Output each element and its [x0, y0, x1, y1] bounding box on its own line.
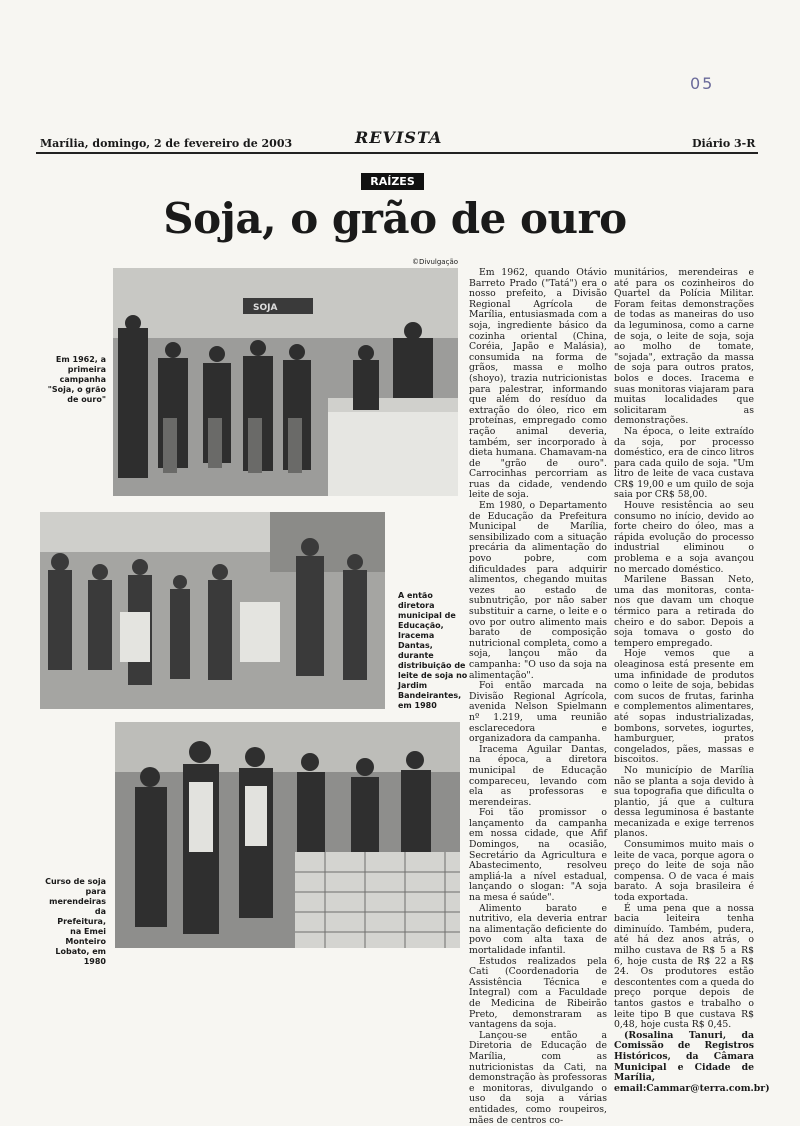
paragraph: Marilene Bassan Neto, uma das monitoras, conta-nos que davam um choque térmico para a retirada do cheiro e do sabor. Depois a soja tomava o gosto do tempero empregado. [614, 574, 754, 649]
paragraph: Consumimos muito mais o leite de vaca, porque agora o preço do leite de soja não compensa. O de vaca é mais barato. A soja brasileira é toda exportada. [614, 839, 754, 904]
section-badge: RAÍZES [361, 173, 424, 190]
photo-sign-text: SOJA [253, 303, 278, 313]
page-number: 05 [690, 74, 715, 93]
paragraph: munitários, merendeiras e até para os cozinheiros do Quartel da Polícia Militar. Foram feitas demonstrações de todas as maneiras do uso da leguminosa, como a carne de soja, o leite de soja, soja ao molho de tomate, "sojada", extração da massa de soja para outros pratos, bolos e doces. Iracema e suas monitoras viajaram para muitas localidades que solicitaram as demonstrações. [614, 267, 754, 427]
page-reference: Diário 3-R [692, 137, 756, 150]
paragraph: Foi tão promissor o lançamento da campanha em nossa cidade, que Afif Domingos, na ocasião, Secretário da Agricultura e Abastecimento, resolveu ampliá-la a nível estadual, lançando o slogan: "A soja na mesa é saúde". [469, 807, 607, 904]
paragraph: Hoje vemos que a oleaginosa está presente em uma infinidade de produtos como o leite de soja, bebidas com sucos de frutas, farinha e complementos alimentares, até sopas industrializadas, bombons, sorvetes, iogurtes, hamburguer, pratos congelados, pães, massas e biscoitos. [614, 648, 754, 766]
paragraph: Estudos realizados pela Cati (Coordenadoria de Assistência Técnica e Integral) com a Faculdade de Medicina de Ribeirão Preto, demonstraram as vantagens da soja. [469, 955, 607, 1031]
dateline: Marília, domingo, 2 de fevereiro de 2003 [40, 137, 293, 150]
paragraph: Foi então marcada na Divisão Regional Agrícola, avenida Nelson Spielmann nº 1.219, uma reunião esclarecedora e organizadora da campanha. [469, 680, 607, 745]
paragraph: Alimento barato e nutritivo, ela deveria entrar na alimentação deficiente do povo com alta taxa de mortalidade infantil. [469, 902, 607, 956]
caption-photo3: Curso de soja para merendeiras da Prefeitura, na Emei Monteiro Lobato, em 1980 [45, 877, 106, 966]
section-title: REVISTA [355, 128, 443, 147]
photo-credit-text: Divulgação [419, 258, 459, 266]
caption-photo2: A então diretora municipal de Educação, Iracema Dantas, durante distribuição de leite de soja no Jardim Bandeirantes, em 1980 [398, 591, 468, 710]
caption-photo1: Em 1962, a primeira campanha "Soja, o grão de ouro" [47, 355, 106, 404]
photo-milk-distribution-1980 [40, 512, 385, 709]
article-column-2 [614, 267, 770, 1094]
paragraph: É uma pena que a nossa bacia leiteira tenha diminuído. Também, pudera, até há dez anos atrás, o milho custava de R$ 5 a R$ 6, hoje custa de R$ 22 a R$ 24. Os produtores estão descontentes com a queda do preço porque depois de tantos gastos e trabalho o leite tipo B que custava R$ 0,48, hoje custa R$ 0,45. [614, 902, 754, 1031]
header-rule [36, 152, 758, 154]
article-column-1 [469, 268, 607, 1126]
paragraph: Lançou-se então a Diretoria de Educação de Marília, com as nutricionistas da Cati, na demonstração às professoras e monitoras, divulgando o uso da soja a várias entidades, como roupeiros, mães de centros co- [469, 1029, 607, 1126]
signature-text: (Rosalina Tanuri, da Comissão de Registros Históricos, da Câmara Municipal e Cidade de Marília, email:Cammar@terra.com.br) [614, 1029, 770, 1094]
photo-credit: ©Divulgação [412, 258, 459, 266]
paragraph: No município de Marília não se planta a soja devido à sua topografia que dificulta o plantio, já que a cultura dessa leguminosa é bastante mecanizada e exige terrenos planos. [614, 764, 754, 840]
headline: Soja, o grão de ouro [163, 194, 627, 243]
paragraph: Iracema Aguilar Dantas, na época, a diretora municipal de Educação compareceu, levando com ela as professoras e merendeiras. [469, 743, 607, 808]
photo-soy-course-1980 [115, 722, 460, 948]
photo-campaign-1962 [113, 268, 458, 496]
paragraph: Houve resistência ao seu consumo no início, devido ao forte cheiro do óleo, mas a rápida evolução do processo industrial eliminou o problema e a soja avançou no mercado doméstico. [614, 500, 754, 575]
paragraph: Em 1962, quando Otávio Barreto Prado ("Tatá") era o nosso prefeito, a Divisão Regional Agrícola de Marília, entusiasmada com a soja, ingrediente básico da cozinha oriental (China, Coréia, Japão e Malásia), consumida na forma de grãos, massa e molho (shoyo), trazia nutricionistas para palestrar, informando que além do resíduo da extração do óleo, rico em proteínas, empregado como ração animal deveria, também, ser incorporado à dieta humana. Chamavam-na de "grão de ouro". Carrocinhas percorriam as ruas da cidade, vendendo leite de soja. [469, 267, 607, 501]
paragraph: Em 1980, o Departamento de Educação da Prefeitura Municipal de Marília, sensibilizado com a situação precária da alimentação do povo pobre, com dificuldades para adquirir alimentos, chegando muitas vezes ao estado de subnutrição, por não saber substituir a carne, o leite e o ovo por outro alimento mais barato de composição nutricional completa, como a soja, lançou mão da campanha: "O uso da soja na alimentação". [469, 500, 607, 681]
paragraph: Na época, o leite extraído da soja, por processo doméstico, era de cinco litros para cada quilo de soja. "Um litro de leite de vaca custava CR$ 19,00 e um quilo de soja saia por CR$ 58,00. [614, 425, 754, 501]
